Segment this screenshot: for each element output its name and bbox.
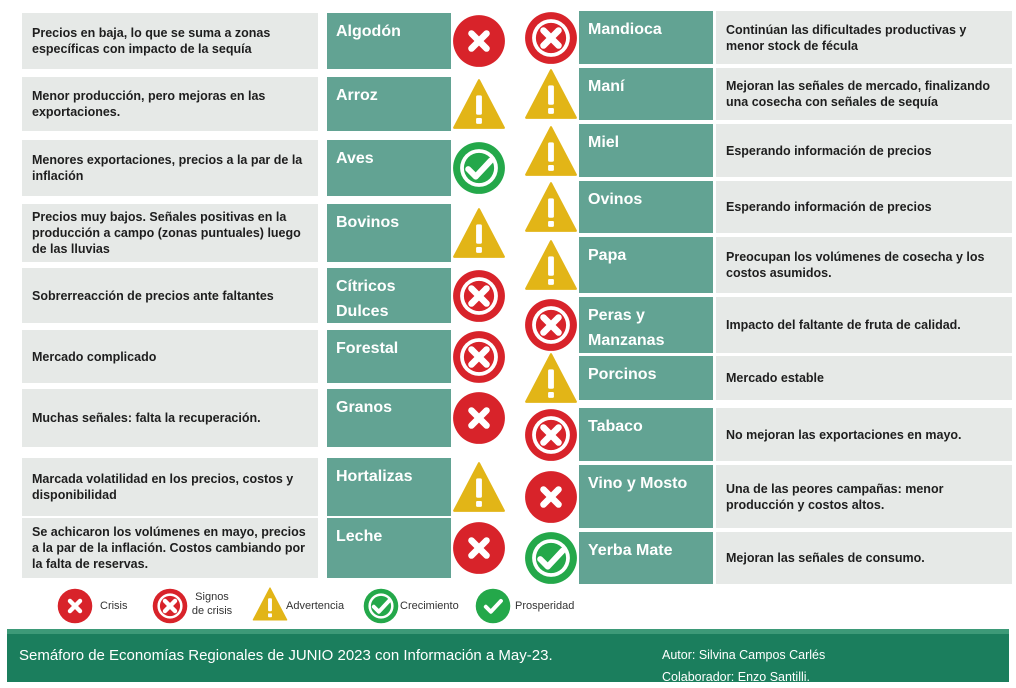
row-name: Algodón xyxy=(327,13,451,69)
row-name: Mandioca xyxy=(579,11,713,64)
row-description: No mejoran las exportaciones en mayo. xyxy=(716,408,1012,461)
row-description: Sobrerreacción de precios ante faltantes xyxy=(22,268,318,323)
warning-icon xyxy=(524,238,578,292)
row-description: Mercado complicado xyxy=(22,330,318,383)
row-name: Granos xyxy=(327,389,451,447)
warning-icon xyxy=(524,180,578,234)
crisis-icon xyxy=(524,470,578,524)
footer-bar xyxy=(7,629,1009,682)
footer-title: Semáforo de Economías Regionales de JUNIO 2023 con Información a May-23. xyxy=(19,647,553,664)
row-description: Muchas señales: falta la recuperación. xyxy=(22,389,318,447)
crisis-icon xyxy=(452,391,506,445)
warning-icon xyxy=(452,206,506,260)
signos-crisis-icon xyxy=(452,269,506,323)
row-description: Precios muy bajos. Señales positivas en la producción a campo (zonas puntuales) luego de las lluvias xyxy=(22,204,318,262)
row-name: Maní xyxy=(579,68,713,120)
row-description: Marcada volatilidad en los precios, costos y disponibilidad xyxy=(22,458,318,516)
row-description: Esperando información de precios xyxy=(716,181,1012,233)
row-description: Preocupan los volúmenes de cosecha y los costos asumidos. xyxy=(716,237,1012,293)
legend-prosperidad-label: Prosperidad xyxy=(515,600,575,612)
row-name: Tabaco xyxy=(579,408,713,461)
warning-icon xyxy=(452,77,506,131)
growth-icon xyxy=(452,141,506,195)
warning-icon xyxy=(252,584,288,624)
prosperity-icon xyxy=(475,588,511,624)
growth-icon xyxy=(363,588,399,624)
warning-icon xyxy=(452,460,506,514)
row-description: Mejoran las señales de mercado, finalizando una cosecha con señales de sequía xyxy=(716,68,1012,120)
row-name: Forestal xyxy=(327,330,451,383)
signos-crisis-icon xyxy=(452,330,506,384)
row-name: Vino y Mosto xyxy=(579,465,713,528)
legend-crecimiento-label: Crecimiento xyxy=(400,600,459,612)
growth-icon xyxy=(524,531,578,585)
warning-icon xyxy=(524,67,578,121)
row-name: Miel xyxy=(579,124,713,177)
signos-crisis-icon xyxy=(524,408,578,462)
row-description: Mejoran las señales de consumo. xyxy=(716,532,1012,584)
row-name: Ovinos xyxy=(579,181,713,233)
row-description: Precios en baja, lo que se suma a zonas específicas con impacto de la sequía xyxy=(22,13,318,69)
row-name: Cítricos Dulces xyxy=(327,268,451,323)
row-name: Peras y Manzanas xyxy=(579,297,713,353)
row-name: Hortalizas xyxy=(327,458,451,516)
signos-crisis-icon xyxy=(524,11,578,65)
footer-collaborator: Colaborador: Enzo Santilli. xyxy=(662,670,810,684)
legend-crisis-label: Crisis xyxy=(100,600,128,612)
row-description: Se achicaron los volúmenes en mayo, precios a la par de la inflación. Costos cambiando por la falta de reservas. xyxy=(22,518,318,578)
footer-credits xyxy=(662,644,825,688)
legend-advertencia-label: Advertencia xyxy=(286,600,345,612)
row-name: Arroz xyxy=(327,77,451,131)
row-description: Menores exportaciones, precios a la par de la inflación xyxy=(22,140,318,196)
crisis-icon xyxy=(57,588,93,624)
row-description: Menor producción, pero mejoras en las exportaciones. xyxy=(22,77,318,131)
legend-signos-label: Signos de crisis xyxy=(191,591,233,617)
row-name: Bovinos xyxy=(327,204,451,262)
row-name: Aves xyxy=(327,140,451,196)
row-name: Papa xyxy=(579,237,713,293)
row-description: Impacto del faltante de fruta de calidad. xyxy=(716,297,1012,353)
footer-author: Autor: Silvina Campos Carlés xyxy=(662,648,826,662)
row-description: Esperando información de precios xyxy=(716,124,1012,177)
warning-icon xyxy=(524,351,578,405)
signos-crisis-icon xyxy=(524,298,578,352)
row-name: Porcinos xyxy=(579,356,713,400)
signos-crisis-icon xyxy=(152,588,188,624)
crisis-icon xyxy=(452,521,506,575)
row-name: Leche xyxy=(327,518,451,578)
warning-icon xyxy=(524,124,578,178)
row-name: Yerba Mate xyxy=(579,532,713,584)
row-description: Mercado estable xyxy=(716,356,1012,400)
row-description: Continúan las dificultades productivas y menor stock de fécula xyxy=(716,11,1012,64)
row-description: Una de las peores campañas: menor producción y costos altos. xyxy=(716,465,1012,528)
crisis-icon xyxy=(452,14,506,68)
